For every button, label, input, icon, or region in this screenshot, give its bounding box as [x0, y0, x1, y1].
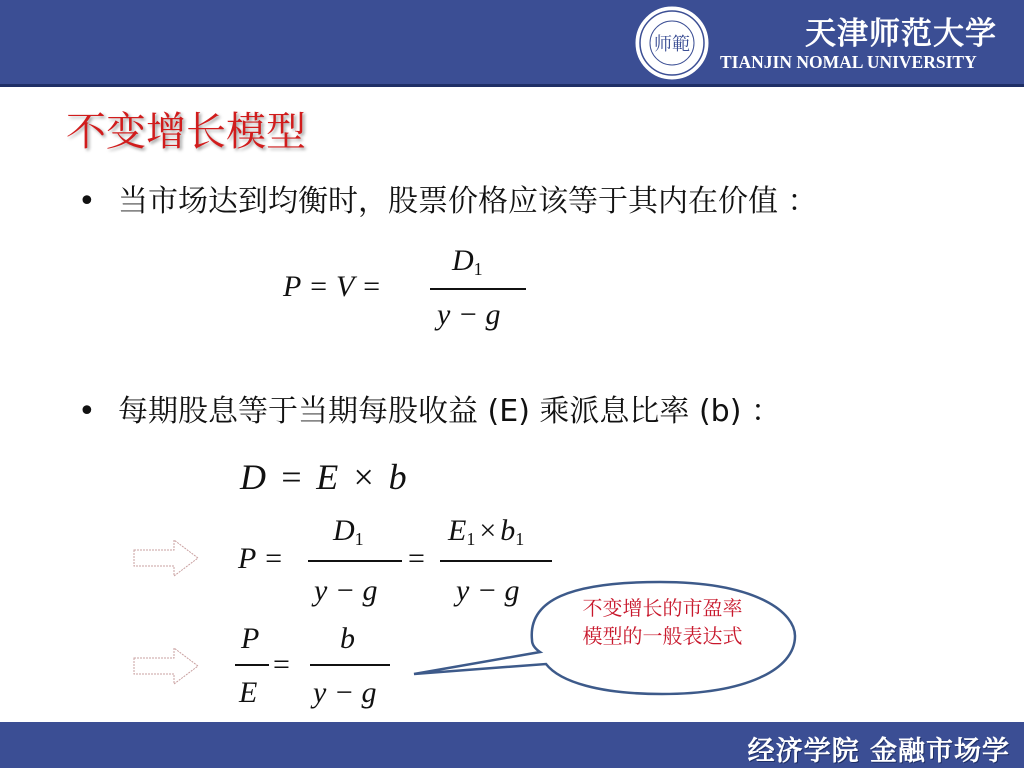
formula-4-denominator-right: y − g: [313, 676, 377, 709]
formula-4-denominator-left: E: [239, 676, 258, 709]
formula-3-numerator-2: E1 × b1: [448, 514, 525, 549]
formula-3-denominator-1: y − g: [314, 574, 378, 607]
formula-1-lhs: P = V =: [283, 270, 382, 303]
header-divider: [0, 84, 1024, 87]
formula-3-lhs: P =: [238, 542, 284, 575]
footer-text: 经济学院 金融市场学: [747, 736, 1010, 767]
formula-1-numerator: D1: [452, 244, 483, 279]
bullet-1: [78, 178, 978, 278]
callout-text: 不变增长的市盈率模型的一般表达式: [582, 596, 743, 648]
logo-char: 师範: [654, 34, 690, 55]
formula-4-equals: =: [273, 648, 290, 681]
bullet-dot: •: [78, 394, 96, 429]
bullet-dot: •: [78, 184, 96, 219]
formula-1-fraction-line: [430, 288, 526, 290]
university-name-en: TIANJIN NOMAL UNIVERSITY: [720, 52, 977, 72]
formula-3-numerator-1: D1: [333, 514, 364, 549]
formula-4-numerator-left: P: [241, 622, 260, 655]
formula-4-numerator-right: b: [340, 622, 355, 655]
university-logo: [633, 4, 711, 82]
formula-3-denominator-2: y − g: [456, 574, 520, 607]
right-arrow-icon: [132, 538, 200, 578]
bullet-2: [78, 388, 978, 438]
formula-4-fraction-line-right: [310, 664, 390, 666]
formula-4-fraction-line-left: [235, 664, 269, 666]
formula-3-fraction-line-1: [308, 560, 402, 562]
formula-2: D = E × b: [240, 457, 409, 497]
footer-bar: [0, 722, 1024, 768]
formula-3-fraction-line-2: [440, 560, 552, 562]
bullet-1-text: 当市场达到均衡时，股票价格应该等于其内在价值 ：: [118, 184, 818, 219]
university-name-cn: 天津师范大学: [805, 16, 997, 52]
formula-1-denominator: y − g: [437, 298, 501, 331]
right-arrow-icon: [132, 646, 200, 686]
formula-3-equals: =: [408, 542, 425, 575]
slide-title: 不变增长模型: [66, 109, 306, 155]
bullet-2-text: 每期股息等于当期每股收益 (E) 乘派息比率 (b) ：: [118, 394, 781, 429]
